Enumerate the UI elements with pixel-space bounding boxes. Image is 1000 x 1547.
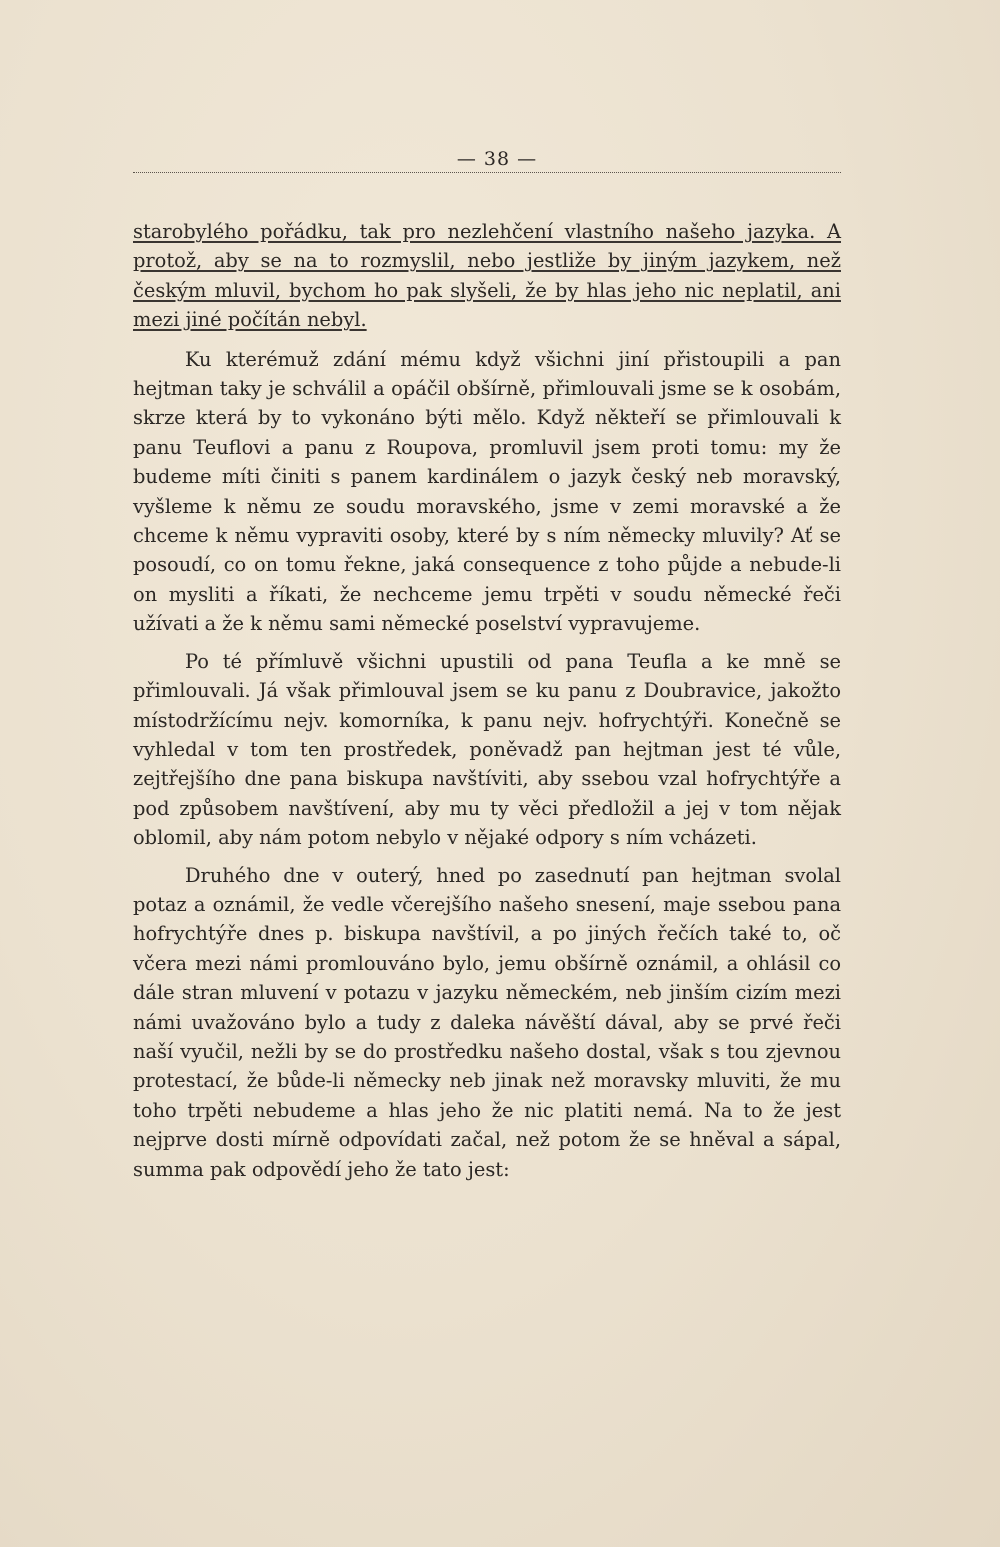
- page-number: — 38 —: [456, 148, 538, 170]
- header-dotted-rule: [133, 172, 841, 173]
- crossed-out-passage: [133, 217, 841, 335]
- page-content: [133, 148, 841, 1184]
- paragraph-3: Druhého dne v outerý, hned po zasednutí pan hejtman svolal potaz a oznámil, že vedle včerejšího našeho snesení, maje ssebou pana hofrychtýře dnes p. biskupa navštívil, a po jiných řečích také to, oč včera mezi námi promlouváno bylo, jemu obšírně oznámil, a ohlásil co dále stran mluvení v potazu v jazyku německém, neb jinším cizím mezi námi uvažováno bylo a tudy z daleka návěští dával, aby se prvé řeči naší vyučil, nežli by se do prostředku našeho dostal, však s tou zjevnou protestací, že bůde-li německy neb jinak než moravsky mluviti, že mu toho trpěti nebudeme a hlas jeho že nic platiti nemá. Na to že jest nejprve dosti mírně odpovídati začal, než potom že se hněval a sápal, summa pak odpovědí jeho že tato jest:: [133, 863, 841, 1181]
- paragraph-1: Ku kterémuž zdání mému když všichni jiní přistoupili a pan hejtman taky je schválil a opáčil obšírně, přimlouvali jsme se k osobám, skrze která by to vykonáno býti mělo. Když někteří se přimlouvali k panu Teuflovi a panu z Roupova, promluvil jsem proti tomu: my že budeme míti činiti s panem kardinálem o jazyk český neb moravský, vyšleme k němu ze soudu moravského, jsme v zemi moravské a že chceme k němu vypraviti osoby, které by s ním německy mluvily? Ať se posoudí, co on tomu řekne, jaká consequence z toho půjde a nebude-li on mysliti a říkati, že nechceme jemu trpěti v soudu německé řeči užívati a že k němu sami německé poselství vypravujeme.: [133, 347, 841, 636]
- crossed-out-text: starobylého pořádku, tak pro nezlehčení vlastního našeho jazyka. A protož, aby se na to rozmyslil, nebo jestliže by jiným jazykem, než českým mluvil, bychom ho pak slyšeli, že by hlas jeho nic neplatil, ani mezi jiné počítán nebyl.: [133, 220, 841, 332]
- paragraph-2: Po té přímluvě všichni upustili od pana Teufla a ke mně se přimlouvali. Já však přimlouval jsem se ku panu z Doubravice, jakožto místodržícímu nejv. komorníka, k panu nejv. hofrychtýři. Konečně se vyhledal v tom ten prostředek, poněvadž pan hejtman jest té vůle, zejtřejšího dne pana biskupa navštíviti, aby ssebou vzal hofrychtýře a pod způsobem navštívení, aby mu ty věci předložil a jej v tom nějak oblomil, aby nám potom nebylo v nějaké odpory s ním vcházeti.: [133, 649, 841, 850]
